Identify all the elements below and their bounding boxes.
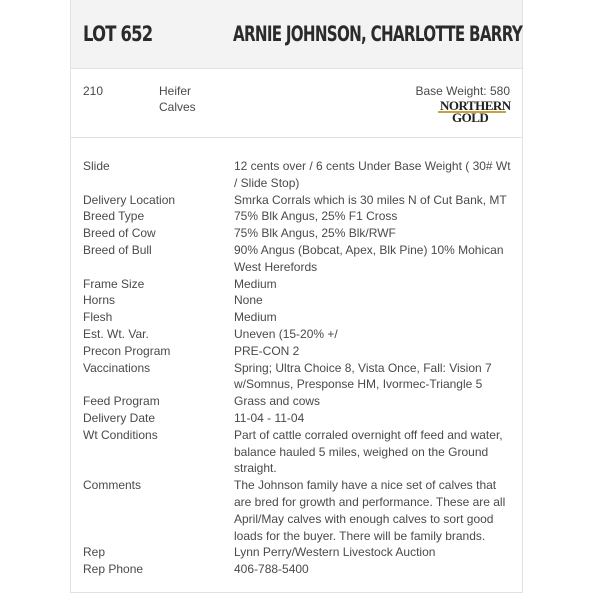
- detail-row: [83, 242, 515, 276]
- detail-label: Rep: [83, 545, 106, 560]
- detail-value: Lynn Perry/Western Livestock Auction: [234, 545, 436, 560]
- detail-row: [83, 343, 515, 360]
- detail-value: PRE-CON 2: [234, 343, 300, 358]
- detail-value: Part of cattle corraled overnight off feed and water, balance hauled 5 miles, weighed on the Ground straight.: [234, 427, 503, 476]
- detail-row: [83, 410, 515, 427]
- detail-label: Frame Size: [83, 276, 145, 291]
- detail-row: [83, 326, 515, 343]
- detail-label: Comments: [83, 478, 142, 493]
- northern-gold-logo: [438, 98, 510, 126]
- detail-row: [83, 561, 515, 578]
- lot-header: [71, 0, 522, 69]
- detail-value: 90% Angus (Bobcat, Apex, Blk Pine) 10% Mohican West Herefords: [234, 242, 504, 274]
- detail-row: [83, 393, 515, 410]
- detail-label: Vaccinations: [83, 360, 151, 375]
- detail-label: Rep Phone: [83, 562, 144, 577]
- section-divider: [71, 137, 522, 138]
- detail-value: Uneven (15-20% +/: [234, 326, 338, 341]
- detail-value: 75% Blk Angus, 25% Blk/RWF: [234, 226, 396, 241]
- detail-label: Est. Wt. Var.: [83, 326, 149, 341]
- detail-label: Precon Program: [83, 343, 171, 358]
- detail-label: Delivery Date: [83, 410, 156, 425]
- detail-value: Medium: [234, 276, 277, 291]
- detail-row: [83, 225, 515, 242]
- detail-row: [83, 192, 515, 209]
- detail-value: The Johnson family have a nice set of calves that are bred for growth and performance. These are all April/May calves with enough calves to sort good loads for the buyer. There will be family brands.: [234, 478, 506, 543]
- detail-value: 11-04 - 11-04: [234, 410, 305, 425]
- detail-value: Grass and cows: [234, 394, 321, 409]
- detail-row: [83, 158, 515, 192]
- detail-row: [83, 427, 515, 477]
- detail-row: [83, 477, 515, 544]
- head-count: 210: [83, 84, 104, 98]
- detail-value: 75% Blk Angus, 25% F1 Cross: [234, 209, 398, 224]
- detail-value: 406-788-5400: [234, 562, 309, 577]
- detail-row: [83, 292, 515, 309]
- detail-value: None: [234, 293, 263, 308]
- lot-number: LOT 652: [83, 22, 153, 46]
- cattle-type: Heifer Calves: [159, 84, 196, 114]
- detail-row: [83, 208, 515, 225]
- detail-label: Breed of Bull: [83, 242, 152, 257]
- detail-label: Slide: [83, 159, 110, 173]
- detail-row: [83, 544, 515, 561]
- lot-card: [70, 0, 523, 593]
- logo-text-gold: GOLD: [452, 110, 489, 125]
- detail-row: [83, 360, 515, 394]
- detail-label: Flesh: [83, 310, 113, 325]
- detail-value: Spring; Ultra Choice 8, Vista Once, Fall: Vision 7 w/Somnus, Presponse HM, Ivormec-Triangle 5: [234, 360, 492, 392]
- detail-label: Delivery Location: [83, 192, 176, 207]
- detail-label: Horns: [83, 293, 116, 308]
- base-weight: Base Weight: 580: [415, 84, 510, 98]
- detail-label: Wt Conditions: [83, 427, 158, 442]
- detail-row: [83, 309, 515, 326]
- logo-text-northern: NORTHERN: [440, 98, 511, 113]
- detail-row: [83, 276, 515, 293]
- detail-value: 12 cents over / 6 cents Under Base Weight ( 30# Wt / Slide Stop): [234, 159, 511, 190]
- details-table: [83, 158, 515, 578]
- detail-label: Breed Type: [83, 209, 145, 224]
- detail-value: Medium: [234, 310, 277, 325]
- detail-label: Breed of Cow: [83, 226, 156, 241]
- seller-name: ARNIE JOHNSON, CHARLOTTE BARRY: [233, 22, 523, 46]
- detail-value: Smrka Corrals which is 30 miles N of Cut Bank, MT: [234, 192, 507, 207]
- detail-label: Feed Program: [83, 394, 160, 409]
